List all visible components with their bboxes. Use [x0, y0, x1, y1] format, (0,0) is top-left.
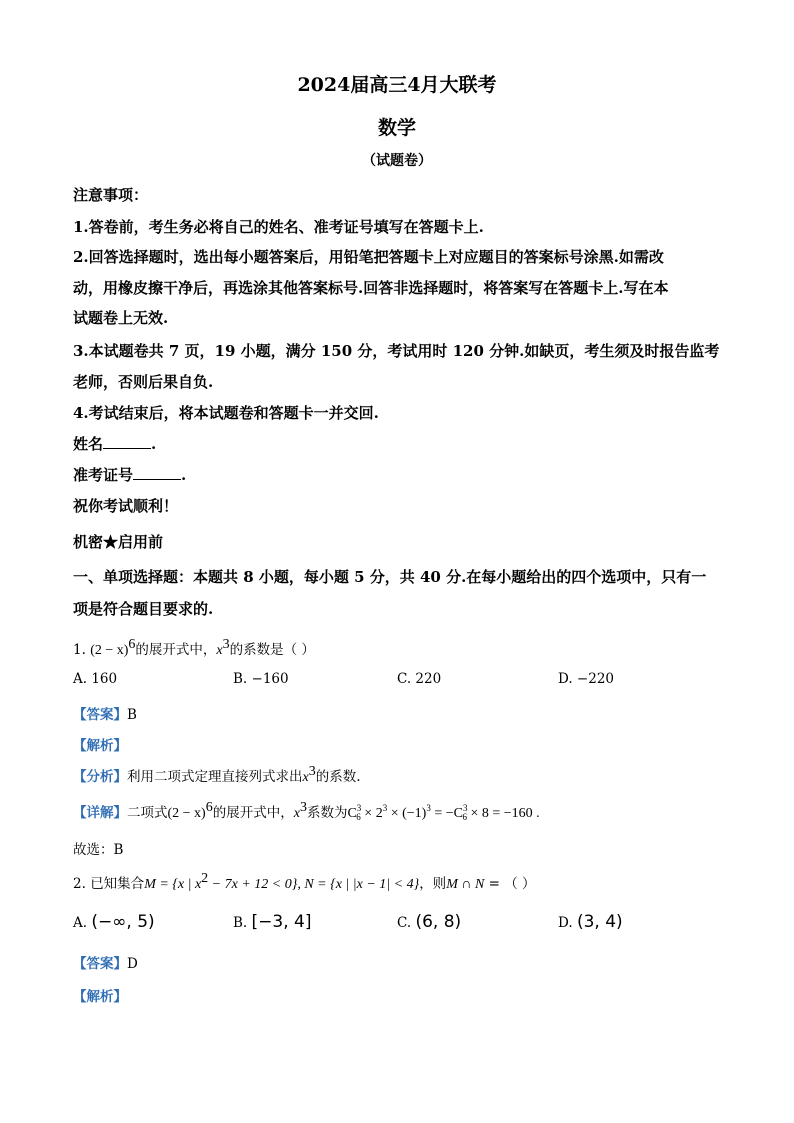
- q1-fenxi-var: x: [302, 770, 309, 785]
- id-field: [73, 464, 186, 485]
- notice-heading: 注意事项：: [73, 186, 149, 204]
- paper-type: （试题卷）: [362, 153, 432, 169]
- q1-option-d: D. −220: [558, 671, 615, 687]
- name-field: [73, 433, 156, 454]
- id-blank: [133, 465, 181, 480]
- q1-fenxi-end: 的系数.: [315, 769, 361, 785]
- q1-detail-formula: $C^3_6 \times 2^3 \times (-1)^3 = -C^3_6 \times 8 = -160$ .: [347, 803, 540, 822]
- id-label: 准考证号: [73, 466, 134, 484]
- q1-detail-text3: 系数为: [306, 805, 348, 821]
- q1-choice: 故选：B: [73, 842, 124, 858]
- q2-option-c: C. (6, 8): [397, 912, 462, 932]
- q2-text1: 已知集合: [90, 876, 145, 892]
- wish-text: 祝你考试顺利！: [73, 497, 179, 515]
- confidential-mark: 机密★启用前: [73, 533, 164, 551]
- notice-item-4: 4.考试结束后，将本试题卷和答题卡一并交回.: [73, 404, 379, 422]
- q1-fenxi-label: 【分析】: [73, 769, 127, 785]
- q1-answer-label: 【答案】: [73, 707, 127, 723]
- notice-item-2-line-2: 动，用橡皮擦干净后，再选涂其他答案标号.回答非选择题时，将答案写在答题卡上.写在本: [73, 279, 669, 297]
- q2-option-b: B. [−3, 4]: [233, 912, 312, 932]
- q2-answer: [73, 952, 138, 972]
- q2-analysis: [73, 985, 127, 1005]
- q1-option-b: B. −160: [233, 671, 289, 687]
- exam-title: 2024届高三4月大联考: [297, 74, 497, 96]
- q1-option-a: A. 160: [73, 671, 118, 687]
- q1-detail-var-exp: 3: [299, 800, 307, 815]
- section1-line-1: 一、单项选择题：本题共 8 小题，每小题 5 分，共 40 分.在每小题给出的四个选项中，只有一: [73, 568, 707, 586]
- q1-analysis-label: 【解析】: [73, 738, 127, 754]
- q1-detail-text1: 二项式: [127, 805, 168, 821]
- q2-option-d: D. (3, 4): [558, 912, 623, 932]
- q1-answer-value: B: [127, 707, 137, 723]
- q1-mid: 的展开式中，: [135, 642, 217, 658]
- section1-line-2: 项是符合题目要求的.: [73, 600, 214, 618]
- notice-item-2-line-3: 试题卷上无效.: [73, 309, 169, 327]
- q1-detail-base: (2 − x): [167, 806, 206, 821]
- q2-set-m: M = {x | x: [144, 877, 202, 892]
- q1-exp: 6: [128, 637, 136, 652]
- question-1: [73, 638, 315, 659]
- notice-item-3-line-2: 老师，否则后果自负.: [73, 373, 214, 391]
- q1-detail: [73, 801, 540, 822]
- notice-item-3-line-1: 3.本试题卷共 7 页，19 小题，满分 150 分，考试用时 120 分钟.如缺页，考生须及时报告监考: [73, 342, 720, 360]
- q1-base: (2 − x): [90, 643, 129, 658]
- q2-set-m-sup: 2: [201, 871, 209, 886]
- q2-cap: M ∩ N: [446, 877, 485, 892]
- name-blank: [103, 434, 151, 449]
- q1-option-c: C. 220: [397, 671, 442, 687]
- name-label: 姓名: [73, 435, 104, 453]
- q1-detail-label: 【详解】: [73, 805, 127, 821]
- id-end: .: [181, 466, 187, 484]
- q1-fenxi-text: 利用二项式定理直接列式求出: [127, 769, 303, 785]
- q2-text3: = （ ）: [484, 876, 536, 892]
- q2-answer-value: D: [127, 956, 138, 972]
- q2-answer-label: 【答案】: [73, 956, 127, 972]
- q2-option-a: A. (−∞, 5): [73, 912, 155, 932]
- q1-var: x: [216, 643, 223, 658]
- question-2: [73, 872, 536, 893]
- q2-number: 2.: [73, 876, 86, 892]
- name-end: .: [151, 435, 157, 453]
- q1-detail-exp: 6: [205, 800, 213, 815]
- q1-fenxi: [73, 765, 361, 786]
- q2-set-m-rest: − 7x + 12 < 0}, N = {x | |x − 1| < 4}: [208, 877, 420, 892]
- q1-analysis: [73, 734, 127, 754]
- q1-var-exp: 3: [222, 637, 230, 652]
- q1-number: 1.: [73, 642, 86, 658]
- q2-text2: ，则: [419, 876, 447, 892]
- q1-detail-var: x: [293, 806, 300, 821]
- notice-item-2-line-1: 2.回答选择题时，选出每小题答案后，用铅笔把答题卡上对应题目的答案标号涂黑.如需改: [73, 248, 664, 266]
- q1-answer: [73, 703, 137, 723]
- q1-fenxi-exp: 3: [308, 764, 316, 779]
- q1-tail: 的系数是（ ）: [229, 642, 315, 658]
- notice-item-1: 1.答卷前，考生务必将自己的姓名、准考证号填写在答题卡上.: [73, 218, 484, 236]
- q2-analysis-label: 【解析】: [73, 989, 127, 1005]
- subject-title: 数学: [377, 117, 416, 139]
- q1-detail-text2: 的展开式中，: [212, 805, 294, 821]
